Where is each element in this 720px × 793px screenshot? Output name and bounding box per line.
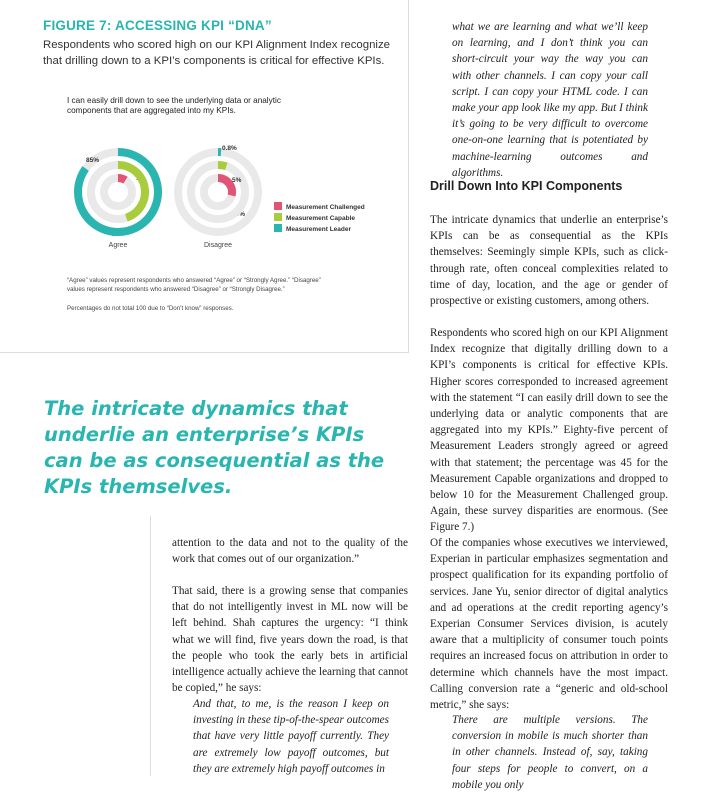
footnote-agree-disagree: “Agree” values represent respondents who answered “Agree” or “Strongly Agree.” “Disagree” values represent respondents who answered “Disagree” or “Strongly Disagree.” xyxy=(67,276,337,294)
figure-right-rule xyxy=(408,0,409,352)
group-label-disagree: Disagree xyxy=(204,242,232,249)
legend-label-2: Measurement Leader xyxy=(286,226,351,233)
legend-label-0: Measurement Challenged xyxy=(286,204,365,211)
data-label-agree-0: 9% xyxy=(136,175,146,182)
chart-legend xyxy=(274,202,365,233)
figure-title: FIGURE 7: ACCESSING KPI “DNA” xyxy=(43,18,272,33)
group-label-agree: Agree xyxy=(109,242,128,249)
legend-swatch-0 xyxy=(274,202,282,210)
chart-question: I can easily drill down to see the underlying data or analytic components that are aggregated into my KPIs. xyxy=(67,96,327,116)
right-paragraph-2: Respondents who scored high on our KPI Alignment Index recognize that digitally drilling down to a KPI’s components is critical for effective KPIs. Higher scores corresponded to increased agreement with the statement “I can easily drill down to see the underlying data or analytic components that are aggregated into my KPIs.” Eighty-five percent of Measurement Leaders strongly agreed or agreed with that statement; the percentage was 45 for the Measurement Capable organizations and dropped to below 10 for the Measurement Challenged group. Again, these survey disparities are enormous. (See Figure 7.) xyxy=(430,325,668,536)
radial-chart xyxy=(60,140,380,260)
track-1-1 xyxy=(191,165,245,219)
left-paragraph-2: That said, there is a growing sense that companies that do not intelligently invest in ML now will be left behind. Shah captures the urgency: “I think what we will find, five years down the road, is that the people who took the early bets in artificial intelligence actually achieve the learning that cannot be copied,” he says: xyxy=(172,583,408,696)
bar-disagree-1 xyxy=(218,165,226,166)
data-label-disagree-1: 5% xyxy=(232,177,242,184)
right-paragraph-1: The intricate dynamics that underlie an enterprise’s KPIs can be as consequential as the KPIs themselves: Seemingly simple KPIs, such as click-through rate, often conceal complexities related to time of day, location, and the age or gender of prospective or existing customers, among others. xyxy=(430,212,668,309)
right-block-quote-top: what we are learning and what we’ll keep on learning, and I don’t think you can short-circuit your way the way you can with other channels. I can copy your call script. I can copy your HTML code. I can make your app look like my app. But I think it’s going to be very difficult to overcome one-on-one learning that is potentiated by machine-learning outcomes and algorithms. xyxy=(452,19,648,181)
footnote-totals: Percentages do not total 100 due to “Don’t know” responses. xyxy=(67,304,337,313)
bar-disagree-0 xyxy=(218,178,232,195)
legend-swatch-1 xyxy=(274,213,282,221)
data-label-disagree-2: 0.8% xyxy=(222,145,237,152)
chart-rings xyxy=(78,145,258,249)
right-block-quote-bottom: There are multiple versions. The conversion in mobile is much shorter than in other channels. Instead of, say, taking four steps for people to convert, on a mobile you only xyxy=(452,712,648,793)
data-label-agree-1: 45% xyxy=(110,231,123,238)
legend-swatch-2 xyxy=(274,224,282,232)
data-label-disagree-0: 29% xyxy=(232,211,245,218)
track-0-0 xyxy=(104,178,132,206)
pull-quote: The intricate dynamics that underlie an enterprise’s KPIs can be as consequential as the KPIs themselves. xyxy=(44,396,404,500)
right-paragraph-3: Of the companies whose executives we interviewed, Experian in particular emphasizes segmentation and prospect qualification for its expanding portfolio of services. Jane Yu, senior director of digital analytics and ad operations at the credit reporting agency’s Experian Consumer Services division, is acutely aware that a multiplicity of consumer touch points requires an increased focus on attribution in order to determine which channels have the most impact. Calling conversion rate a “generic and old-school metric,” she says: xyxy=(430,535,668,713)
bar-agree-0 xyxy=(118,178,126,180)
figure-bottom-rule xyxy=(0,352,409,353)
left-block-quote: And that, to me, is the reason I keep on investing in these tip-of-the-spear outcomes that have very little payoff currently. They are extremely low payoff outcomes, but they are extremely high payoff outcomes in xyxy=(193,696,389,777)
data-label-agree-2: 85% xyxy=(86,157,99,164)
legend-label-1: Measurement Capable xyxy=(286,215,355,222)
section-heading: Drill Down Into KPI Components xyxy=(430,179,622,193)
left-column-rule xyxy=(150,516,151,776)
figure-subtitle: Respondents who scored high on our KPI Alignment Index recognize that drilling down to a KPI’s components is critical for effective KPIs. xyxy=(43,37,393,69)
left-paragraph-1: attention to the data and not to the quality of the work that comes out of our organization.” xyxy=(172,535,408,567)
